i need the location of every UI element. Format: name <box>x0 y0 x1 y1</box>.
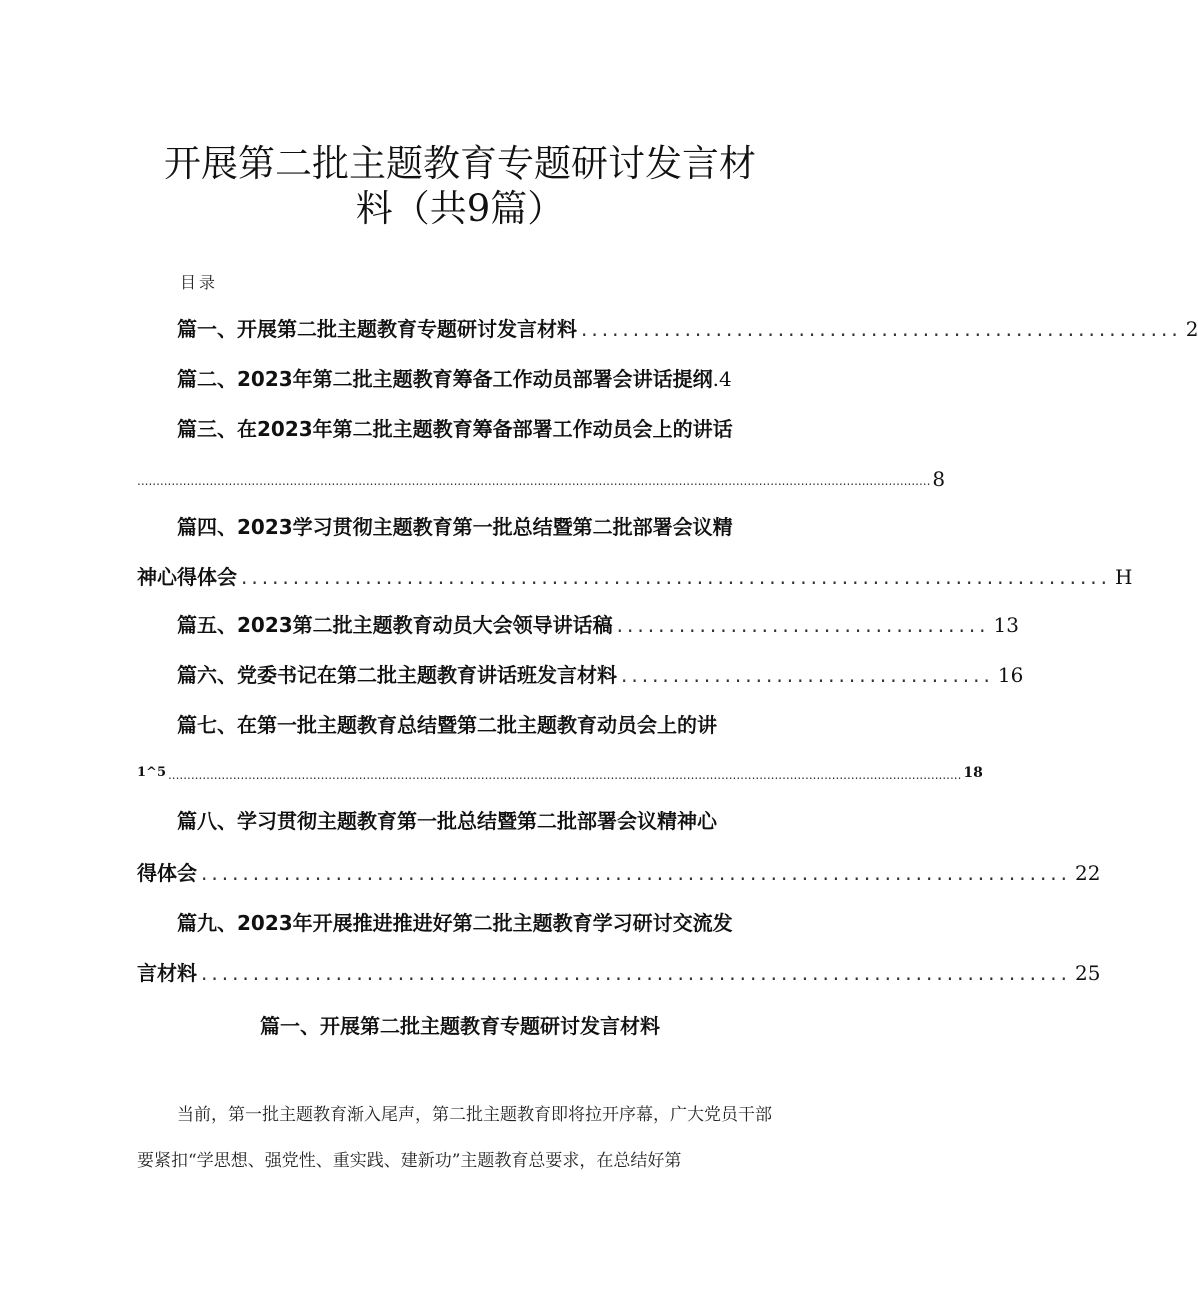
toc-entry-4-continuation[interactable] <box>137 564 1133 590</box>
toc-entry-text: 言材料 <box>137 961 197 985</box>
toc-page-number: .4 <box>712 367 732 391</box>
toc-page-number: 22 <box>1075 861 1101 885</box>
toc-page-number: 16 <box>997 663 1024 687</box>
dot-leader: .................................... <box>621 663 994 687</box>
toc-entry-1[interactable] <box>177 316 1198 342</box>
dot-leader: .......................................................... <box>581 317 1182 341</box>
toc-entry-7[interactable] <box>177 712 774 738</box>
toc-entry-text: 篇三、在2023年第二批主题教育筹备部署工作动员会上的讲话 <box>177 417 733 441</box>
toc-entry-3[interactable] <box>177 416 774 442</box>
dot-leader: ................................................................................................................................................................................................................ <box>167 768 962 782</box>
toc-entry-9[interactable] <box>177 910 774 936</box>
toc-entry-text: 篇五、2023第二批主题教育动员大会领导讲话稿 <box>177 613 613 637</box>
toc-entry-8[interactable] <box>177 808 774 834</box>
toc-entry-4[interactable] <box>177 514 774 540</box>
toc-page-number: 13 <box>993 613 1019 637</box>
toc-entry-7-continuation[interactable] <box>137 760 983 786</box>
toc-page-number: 8 <box>932 467 946 491</box>
toc-entry-5[interactable] <box>177 612 1019 638</box>
toc-entry-6[interactable] <box>177 662 1024 688</box>
toc-entry-text: 篇六、党委书记在第二批主题教育讲话班发言材料 <box>177 663 617 687</box>
dot-leader: ................................................................................................................................................................................................................ <box>137 474 931 488</box>
toc-entry-text: 1^5 <box>137 765 166 780</box>
toc-page-number: 2 <box>1185 317 1198 341</box>
toc-entry-3-continuation[interactable] <box>137 466 946 492</box>
document-title-line-2: 料（共9篇） <box>355 187 565 230</box>
toc-heading: 目录 <box>180 273 219 292</box>
toc-entry-text: 篇二、2023年第二批主题教育筹备工作动员部署会讲话提纲 <box>177 367 713 391</box>
toc-entry-text: 篇四、2023学习贯彻主题教育第一批总结暨第二批部署会议精 <box>177 515 733 539</box>
toc-entry-text: 篇八、学习贯彻主题教育第一批总结暨第二批部署会议精神心 <box>177 809 717 833</box>
dot-leader: .................................... <box>616 613 990 637</box>
toc-entry-2[interactable] <box>177 366 774 392</box>
toc-entry-text: 得体会 <box>137 861 197 885</box>
dot-leader: .................................................................................... <box>241 565 1112 589</box>
document-title-line-1: 开展第二批主题教育专题研讨发言材 <box>164 142 756 185</box>
toc-page-number: 18 <box>963 765 983 781</box>
toc-entry-text: 神心得体会 <box>137 565 237 589</box>
toc-entry-9-continuation[interactable] <box>137 960 1101 986</box>
toc-page-number: H <box>1115 565 1133 589</box>
toc-page-number: 25 <box>1075 961 1101 985</box>
toc-entry-text: 篇一、开展第二批主题教育专题研讨发言材料 <box>177 317 577 341</box>
body-paragraph: 当前，第一批主题教育渐入尾声，第二批主题教育即将拉开序幕，广大党员干部要紧扣“学思想、强党性、重实践、建新功”主题教育总要求，在总结好第 <box>137 1105 772 1171</box>
dot-leader: .................................................................................... <box>201 861 1072 885</box>
toc-entry-8-continuation[interactable] <box>137 860 1101 886</box>
toc-entry-text: 篇七、在第一批主题教育总结暨第二批主题教育动员会上的讲 <box>177 713 717 737</box>
section-heading: 篇一、开展第二批主题教育专题研讨发言材料 <box>260 1014 660 1038</box>
toc-entry-text: 篇九、2023年开展推进推进好第二批主题教育学习研讨交流发 <box>177 911 733 935</box>
dot-leader: .................................................................................... <box>201 961 1072 985</box>
